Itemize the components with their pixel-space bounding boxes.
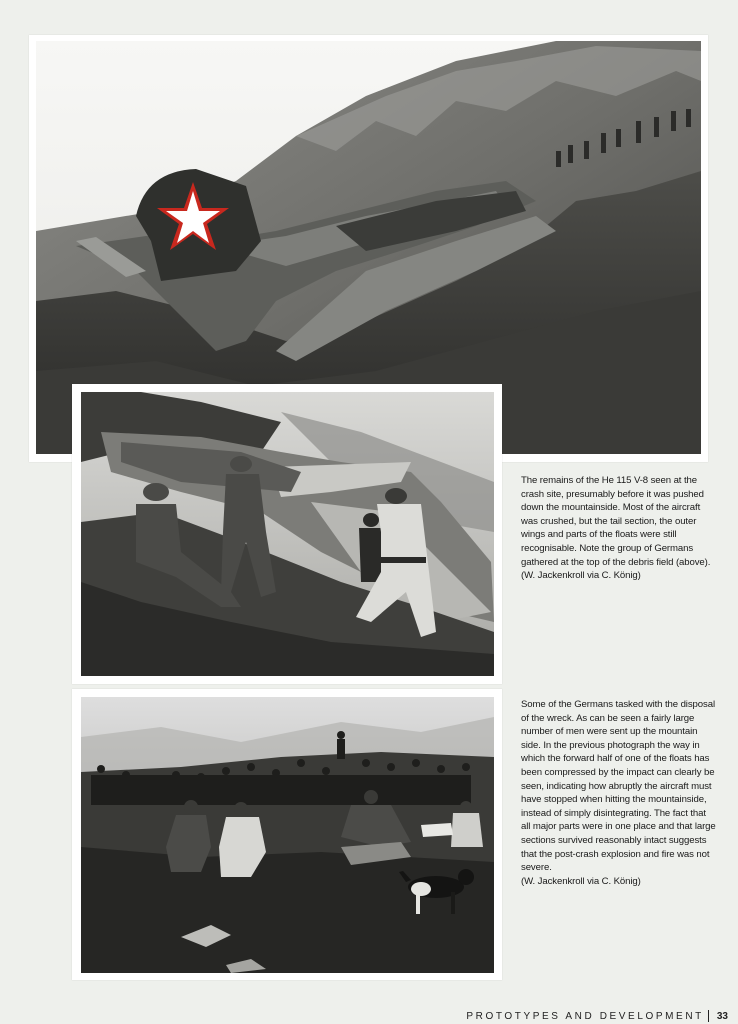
footer-divider: [708, 1010, 709, 1022]
group-on-mountainside-image: [81, 697, 494, 973]
page-footer: [466, 1010, 728, 1022]
caption-crash-site: The remains of the He 115 V-8 seen at the crash site, presumably before it was pushed down the mountainside. Most of the aircraft was crushed, but the tail section, the outer wings and parts of the floats were still recognisable. Note the group of Germans gathered at the top of the debris field (above). (W. Jackenkroll via C. König): [521, 475, 711, 582]
page-number: 33: [716, 1010, 728, 1022]
soldiers-at-wreck-image: [81, 392, 494, 676]
footer-section-title: PROTOTYPES AND DEVELOPMENT: [466, 1010, 704, 1022]
photo-frame-middle: [72, 384, 502, 684]
soldiers-at-wreck-photo: [81, 392, 494, 676]
group-on-mountainside-photo: [81, 697, 494, 973]
caption-disposal-crew: Some of the Germans tasked with the disposal of the wreck. As can be seen a fairly large number of men were sent up the mountain side. In the previous photograph the way in which the forward half of one of the floats has been compressed by the impact can clearly be seen, indicating how abruptly the aircraft must have stopped when hitting the mountainside, instead of simply disintegrating. The fact that all major parts were in one place and that large sections survived reasonably intact suggests that the post-crash explosion and fire was not severe. (W. Jackenkroll via C. König): [521, 699, 716, 887]
photo-frame-bottom: [72, 689, 502, 980]
